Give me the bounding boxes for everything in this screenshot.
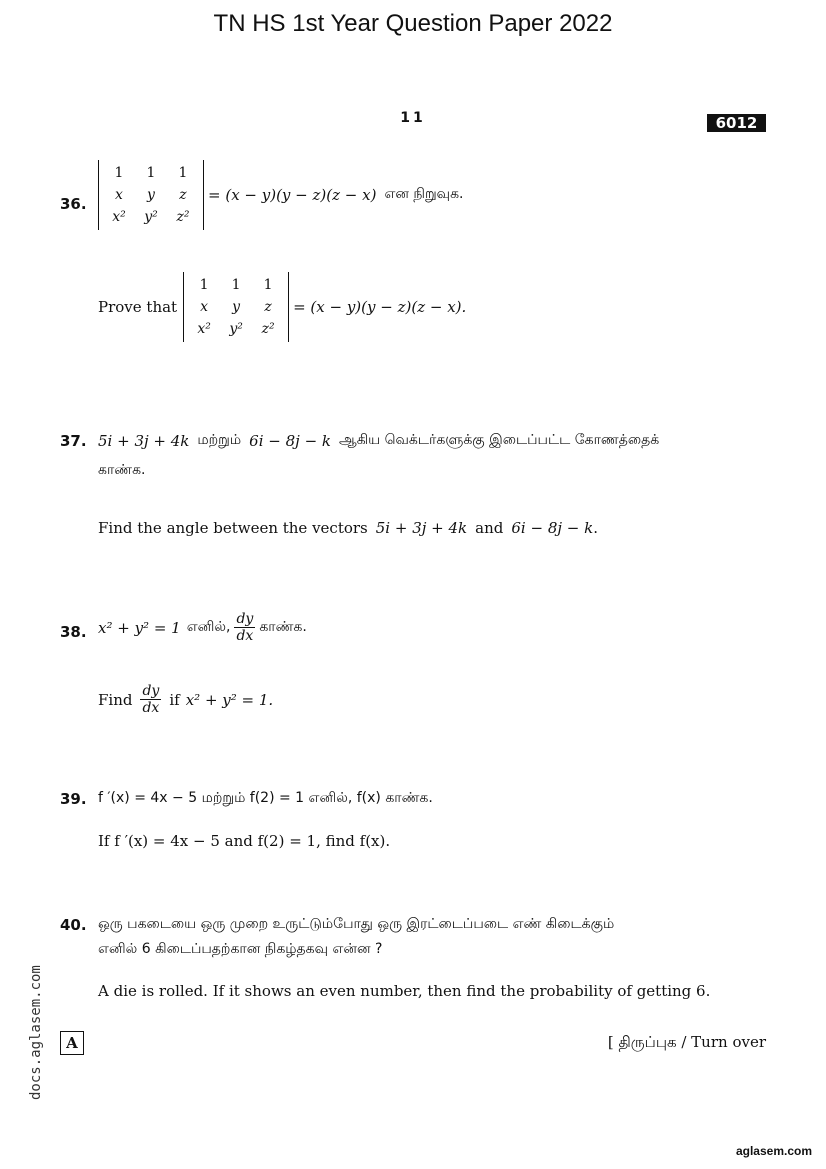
det-cell: 1 xyxy=(231,277,241,293)
document-title: TN HS 1st Year Question Paper 2022 xyxy=(213,10,613,37)
q36-en-prefix: Prove that xyxy=(98,298,178,316)
frac-denominator: dx xyxy=(236,628,254,644)
frac-numerator: dy xyxy=(142,683,160,699)
det-cell: 1 xyxy=(199,277,209,293)
q40-tamil-line1: ஒரு பகடையை ஒரு முறை உருட்டும்போது ஒரு இரட்டைப்படை எண் கிடைக்கும் xyxy=(98,916,615,932)
q37-en-vector-a: 5i + 3j + 4k xyxy=(375,519,468,537)
q37-vector-b: 6i − 8j − k xyxy=(249,432,331,450)
frac-numerator: dy xyxy=(236,611,254,627)
det-cell: 1 xyxy=(146,165,156,181)
paper-code-badge: 6012 xyxy=(707,114,766,132)
det-cell: z xyxy=(179,187,187,203)
det-cell: z² xyxy=(176,209,190,225)
q36-en-rhs: = (x − y)(y − z)(z − x). xyxy=(293,298,467,316)
q38-en-equation: x² + y² = 1. xyxy=(185,690,274,709)
q38-derivative xyxy=(234,611,255,644)
det-cell: x² xyxy=(112,209,126,225)
q37-en-end: . xyxy=(593,519,598,537)
det-cell: y xyxy=(232,299,241,315)
q38-en-find: Find xyxy=(98,690,133,709)
q36-tamil-statement xyxy=(98,160,464,230)
det-cell: y² xyxy=(144,209,158,225)
q36-determinant xyxy=(98,160,204,230)
q37-en-and: and xyxy=(475,519,504,537)
q36-tamil-text: என நிறுவுக. xyxy=(384,186,464,202)
q38-en-if: if xyxy=(169,690,180,709)
q39-english-line: If f ′(x) = 4x − 5 and f(2) = 1, find f(x). xyxy=(98,832,391,850)
det-cell: 1 xyxy=(263,277,273,293)
q37-vector-a: 5i + 3j + 4k xyxy=(98,432,190,450)
turn-over-text: [ திருப்புக / Turn over xyxy=(607,1033,766,1051)
page-number: 11 xyxy=(400,110,426,126)
q39-tamil-line: f ′(x) = 4x − 5 மற்றும் f(2) = 1 எனில், f(x) காண்க. xyxy=(98,790,433,806)
q36-english-statement xyxy=(98,272,466,342)
q37-tamil-line1 xyxy=(98,432,659,450)
question-number-38: 38. xyxy=(60,623,87,641)
q38-tamil-equation: x² + y² = 1 xyxy=(98,618,181,637)
q38-tamil-line xyxy=(98,611,307,644)
q37-tamil-and: மற்றும் xyxy=(197,432,242,448)
question-number-37: 37. xyxy=(60,432,87,450)
q37-tamil-line2: காண்க. xyxy=(98,462,146,478)
q38-en-derivative xyxy=(140,683,161,716)
q40-tamil-line2: எனில் 6 கிடைப்பதற்கான நிகழ்தகவு என்ன ? xyxy=(98,941,383,957)
frac-denominator: dx xyxy=(142,700,160,716)
question-number-39: 39. xyxy=(60,790,87,808)
q36-rhs: = (x − y)(y − z)(z − x) xyxy=(208,186,377,204)
det-cell: 1 xyxy=(178,165,188,181)
det-cell: y² xyxy=(229,321,243,337)
q38-tamil-if: எனில், xyxy=(186,618,231,635)
question-number-36: 36. xyxy=(60,195,87,213)
q38-english-line xyxy=(98,683,273,716)
q40-english-line: A die is rolled. If it shows an even number, then find the probability of getting 6. xyxy=(98,982,711,1000)
q38-tamil-find: காண்க. xyxy=(259,618,307,635)
det-cell: x² xyxy=(197,321,211,337)
det-cell: 1 xyxy=(114,165,124,181)
q36-en-determinant xyxy=(183,272,289,342)
det-cell: x xyxy=(200,299,209,315)
det-cell: z² xyxy=(261,321,275,337)
version-box: A xyxy=(60,1031,84,1055)
q37-tamil-rest: ஆகிய வெக்டர்களுக்கு இடைப்பட்ட கோணத்தைக் xyxy=(339,432,660,448)
brand-footer: aglasem.com xyxy=(735,1144,812,1158)
q37-en-vector-b: 6i − 8j − k xyxy=(511,519,594,537)
det-cell: x xyxy=(115,187,123,203)
q37-en-prefix: Find the angle between the vectors xyxy=(98,519,368,537)
question-number-40: 40. xyxy=(60,916,87,934)
det-cell: y xyxy=(147,187,155,203)
det-cell: z xyxy=(264,299,272,315)
side-watermark: docs.aglasem.com xyxy=(28,965,44,1100)
q37-english-line xyxy=(98,519,598,537)
